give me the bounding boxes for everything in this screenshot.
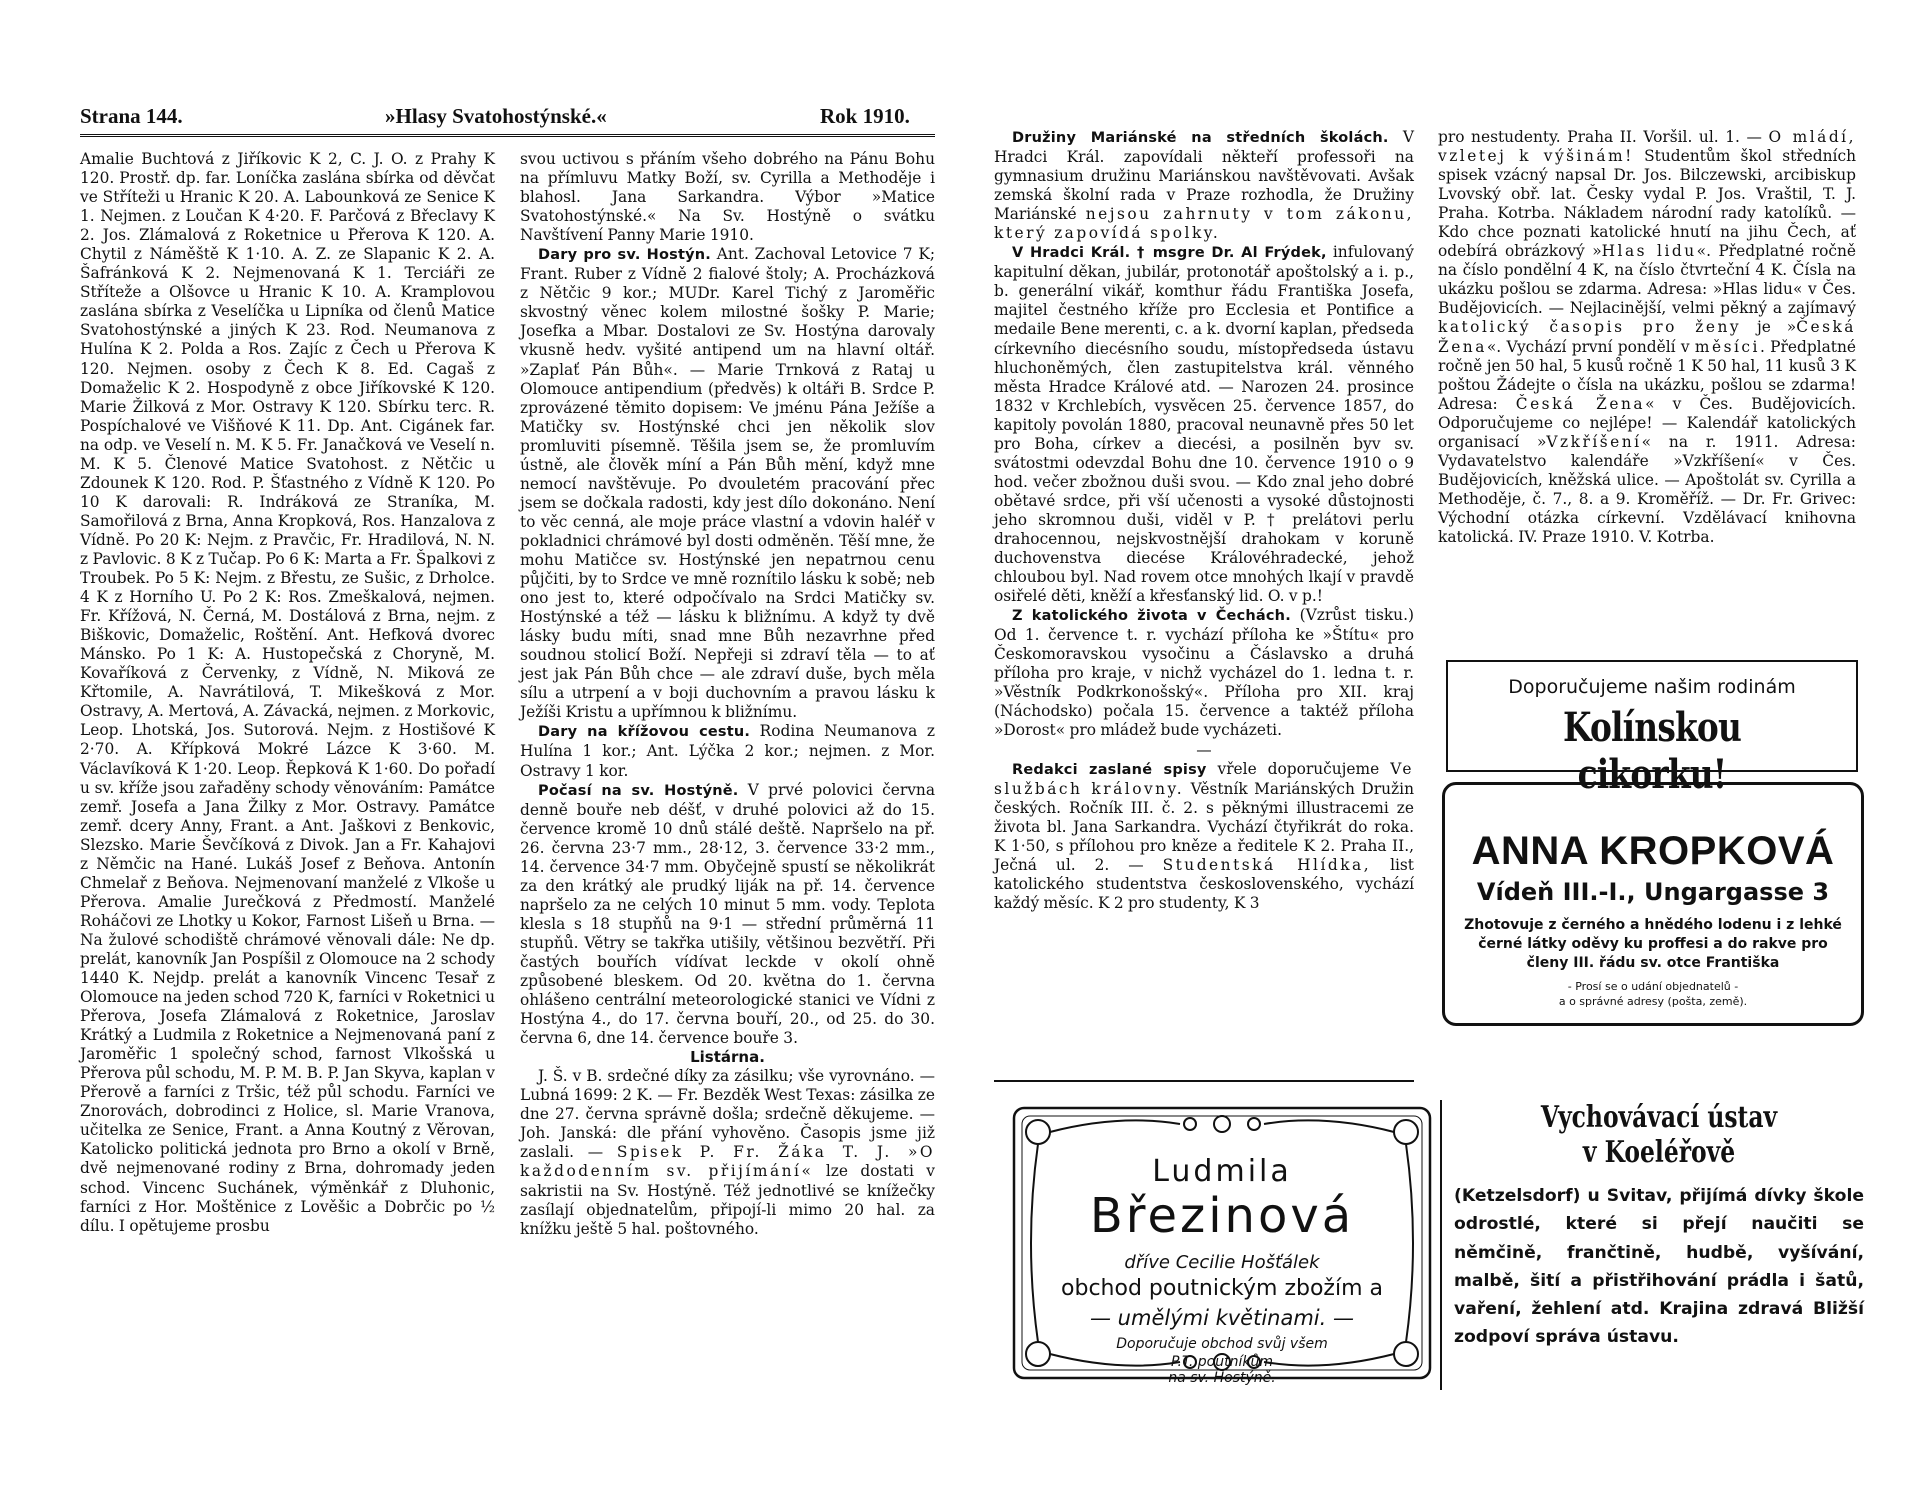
text-part: « v Čes. Budějovicích. Odporučujeme co nejlépe! — Kalendář katolických organisací » — [1438, 394, 1856, 451]
section-heading: V Hradci Král. † msgre Dr. Al Frýdek, — [1012, 245, 1327, 262]
section-heading: Dary pro sv. Hostýn. — [538, 247, 712, 264]
section-text: list katolického studentstva československého, vychází každý měsíc. K 2 pro studenty, K 3 — [994, 855, 1414, 912]
ad-kropkova-description: Zhotovuje z černého a hnědého lodenu i z lehké černé látky oděvy ku proffesi a do rakve pro členy III. řádu sv. otce Františka — [1464, 917, 1842, 971]
ad-brezinova-trade: obchod poutnickým zbožím a — [1061, 1276, 1383, 1301]
section-text: V prvé polovici června denně bouře neb déšť, v druhé polovici až do 15. července kromě 10 dnů stálé deště. Napršelo na př. 26. června 23·7 mm., 28·12, 3. července 33·2 mm., 14. července 34·7 mm. Obyčejně spustí se několikrát za den krátký ale prudký liják na př. 14. července napršelo za ne celých 10 minut 5 mm. vody. Teplota klesla s 18 stupňů na 9·1 — střední průměrná 11 stupňů. Větry se takřka utišily, většinou bezvětří. Při častých bouřích vídívat leckde v okolí ohně způsobené bleskem. Od 20. května do 1. června ohlášeno centrální meteorologické stanici ve Vídni z Hostýna 4., do 17. června bouří, 20., od 25. do 30. června 6, dne 14. července bouře 3. — [520, 780, 936, 1048]
section-text: vřele doporučujeme — [1206, 759, 1391, 778]
section-heading: Z katolického života v Čechách. — [1012, 608, 1291, 625]
listarna-spaced: Spisek P. Fr. Žáka T. J. »O každodenním sv. přijímání« — [520, 1143, 935, 1181]
text-part: «. Vychází první pondělí v — [1486, 337, 1695, 356]
column-4 — [1438, 128, 1856, 547]
section-rule — [994, 1080, 1414, 1082]
ad-kropkova-note — [1445, 979, 1861, 1009]
section-text: Věstník Mariánských Družin českých. Ročník III. č. 2. s pěknými illustracemi ze života bl. Jana Sarkandra. Vychází čtyřikrát do roka. K 1·50, s přílohou pro kněze a ředitele K 2. Praha II., Ječná ul. 2. — — [994, 779, 1414, 874]
section-pocasi — [520, 781, 935, 1049]
section-frydek — [994, 243, 1414, 606]
text-spaced: Česká Žena — [1438, 318, 1856, 356]
section-heading: Družiny Mariánské na středních školách. — [1012, 130, 1389, 146]
ad-brezinova-trade: — umělými květinami. — — [1090, 1306, 1354, 1330]
text-spaced: měsíci — [1694, 337, 1760, 356]
text-part: . Předplatné ročně jen 50 hal, 5 kusů ročně 1 K 50 hal, 11 kusů 3 K poštou Žádejte o čísla na ukázku, pošlou se zdarma! Adresa: — [1438, 337, 1856, 413]
column-divider — [1440, 1100, 1442, 1390]
column-2-opening: svou uctivou s přáním všeho dobrého na Pánu Bohu na přímluvu Matky Boží, sv. Cyrilla a Methoděje i blahosl. Jana Sarkandra. Výbor »Matice Svatohostýnské.« Na Sv. Hostýně o svátku Navštívení Panny Marie 1910. — [520, 150, 935, 245]
page-number: Strana 144. — [80, 104, 183, 128]
ad-cikorka-line2: Kolínskou cikorku! — [1563, 704, 1741, 798]
year-label: Rok 1910. — [820, 104, 910, 128]
listarna-heading: Listárna. — [690, 1048, 765, 1067]
text-part: «. Předplatné ročně na číslo pondělní 4 K, na číslo čtvrteční 4 K. Čísla na ukázku pošlou se zdarma. Adresa: »Hlas lidu« v Čes. Budějovicích. — Nejlacinější, velmi pěkný a zajímavý — [1438, 242, 1857, 318]
listarna-text — [520, 1067, 935, 1238]
column-3 — [994, 128, 1414, 913]
header-rule — [80, 134, 935, 140]
ad-ustav — [1454, 1100, 1864, 1352]
ad-ustav-title: Vychovávací ústav — [1540, 1100, 1778, 1135]
section-heading: Počasí na sv. Hostýně. — [538, 782, 739, 799]
section-katol-zivot — [994, 606, 1414, 740]
section-spaced: Studentská Hlídka, — [1162, 855, 1372, 874]
section-heading: Redakci zaslané spisy — [1012, 761, 1207, 778]
ad-kropkova-note-line: - Prosí se o udání objednatelů - — [1567, 980, 1739, 993]
text-spaced: katolický časopis pro ženy — [1438, 318, 1742, 337]
ad-brezinova-surname: Březinová — [1089, 1188, 1355, 1244]
right-page — [954, 0, 1908, 1501]
section-text: Ant. Zachoval Letovice 7 K; Frant. Ruber z Vídně 2 fialové štoly; A. Procházková z Nětčic 9 kor.; MUDr. Karel Tichý z Jaroměřic skvostný věnec kolem milostné šošky P. Marie; Josefka a Mbar. Dostalovi ze Sv. Hostýna darovaly vkusně hedv. vyšité antipend um na hlavní oltář. »Zaplať Pán Bůh«. — Marie Trnková z Rataj u Olomouce antipendium (předvěs) k oltáři B. Srdce P. zprovázené těmito dopisem: Ve jménu Pána Ježíše a Matičky sv. Hostýnské chci jen několik slov promluviti písemně. Těšila jsem se, že promluvím ústně, ale člověk míní a Pán Bůh mění, když mne nemocí navštěvuje. Po dvouletém pracování přec jsem se dočkala radosti, kdy jest dílo dokonáno. Není to věc cenná, ale moje práce vlastní a vdovin haléř v pokladnici chrámové byl dosti odměněn. Těší mne, že mohu Matičce sv. Hostýnské jen nepatrnou cenu půjčiti, by to Srdce ve mně roznítilo lásku k sobě; neb ono jest to, které odpočívalo na Srdci Matičky sv. Hostýnské a též — lásku k bližnímu. A když ty dvě lásky budu míti, snad mne Bůh nezavrhne před soudnou stolicí Boží. Nepřeji si zdraví těla — to ať jest jak Pán Bůh chce — ale zdraví duše, bych měla sílu a utrpení a v boji duchovním a pravou lásku k Ježíši Kristu a upřímnou k bližnímu. — [520, 245, 936, 722]
text-spaced: O mládí, vzletej k výšinám! — [1438, 128, 1856, 166]
text-spaced: Hlas lidu — [1601, 242, 1697, 261]
ad-cikorka-line1: Doporučujeme našim rodinám — [1508, 676, 1796, 698]
text-part: je » — [1741, 318, 1797, 337]
ad-brezinova-first: Ludmila — [1152, 1154, 1292, 1189]
journal-title: »Hlasy Svatohostýnské.« — [385, 104, 607, 128]
ad-ustav-title: v Koeléřově — [1582, 1135, 1736, 1170]
column-2 — [520, 150, 935, 1239]
ad-brezinova-rec: na sv. Hostýně. — [1168, 1370, 1276, 1386]
section-krizova-cesta — [520, 722, 935, 780]
ad-kropkova — [1442, 782, 1864, 1026]
section-redakci — [994, 760, 1414, 913]
section-heading: Dary na křížovou cestu. — [538, 724, 751, 741]
section-spaced: nejsou zahrnuty v tom zákonu, který zapovídá spolky. — [994, 205, 1414, 243]
listarna-part: lze dostati v sakristii na Sv. Hostýně. Též jednotlivé se knížečky zasílají objednatelům, připojí-li mimo 20 hal. za knížku ještě 5 hal. poštovného. — [520, 1162, 935, 1238]
section-text: infulovaný kapitulní děkan, jubilár, protonotář apoštolský a i. p., b. generální vikář, komthur řádu Františka Josefa, majitel čestného kříže pro Ecclesia et Pontifice a medaile Bene merenti, c. a k. dvorní kaplan, předseda církevního diecésního soudu, místopředseda ústavu hluchoněmých, člen zastupitelstva král. věnného města Hradce Králové atd. — Narozen 24. prosince 1832 v Krchlebích, vysvěcen 25. července 1857, do kapitoly povolán 1880, pracoval neunavně přes 50 let pro Boha, církev a diecési, a posilněn byv sv. svátostmi odevzdal Bohu dne 10. července 1910 o 9 hod. večer zbožnou duši svou. — Kdo znal jeho dobré obětavé srdce, při vší učenosti a vysoké důstojnosti jeho skromnou duši, viděl v P. † prelátovi perlu drahocennou, nejskvostnější drahokam v koruně duchovenstva diecése Královéhradecké, jehož chloubou byl. Nad rovem otce mnohých lkají v pravdě osiřelé děti, kněží a křesťanský lid. O. v p.! — [994, 243, 1414, 606]
ad-kropkova-name: ANNA KROPKOVÁ — [1471, 829, 1835, 873]
ad-kropkova-address: Vídeň III.-I., Ungargasse 3 — [1476, 878, 1830, 906]
ad-ustav-body: (Ketzelsdorf) u Svitav, přijímá dívky škole odrostlé, které si přejí naučiti se němčině, frančtině, hudbě, vyšívání, malbě, šití a přistřihování prádla i šatů, vaření, žehlení atd. Krajina zdravá Bližší zodpoví správa ústavu. — [1454, 1186, 1864, 1348]
ad-brezinova-rec: Doporučuje obchod svůj všem — [1116, 1336, 1328, 1352]
column-4-text — [1438, 128, 1856, 547]
text-spaced: Česká Žena — [1515, 394, 1646, 413]
donor-list: Amalie Buchtová z Jiříkovic K 2, C. J. O. z Prahy K 120. Prostř. dp. far. Loníčka zaslána sbírka od děvčat ve Stříteži u Hranic K 20. A. Labounková ze Senice K 1. Nejmen. z Loučan K 4·20. F. Parčová z Břeclavy K 2. Jos. Zlámalová z Roketnice u Přerova K 120. A. Chytil z Náměště K 1·10. A. Z. ze Slapanic K 2. A. Šafránková K 2. Nejmenovaná K 1. Terciáři ze Stříteže a Olšovce u Hranic K 10. A. Kramplovou zaslána sbírka z Veselíčka u Lipníka od členů Matice Svatohostýnské a jiných K 23. Rod. Neumanova z Hulína K 2. Polda a Ros. Zajíc z Čech u Přerova K 120. Nejmen. osoby z Čech K 8. Ed. Cagaš z Domaželic K 2. Hospodyně z obce Jiříkovské K 120. Marie Žilková z Mor. Ostravy K 120. Sbírku terc. R. Pospíchalové ve Višňové K 11. Dp. Ant. Cigánek far. na odp. ve Veselí n. M. K 5. Fr. Janačková ve Veselí n. M. K 5. Členové Matice Svatohost. z Nětčic u Zdounek K 120. Rod. P. Šťastného z Vídně K 120. Po 10 K darovali: R. Indráková ze Straníka, M. Samořilová z Brna, Anna Kropková, Ros. Hanzalova z Vídně. Po 20 K: Nejm. z Pravčic, Fr. Hradilová, N. N. z Pavlovic. 8 K z Tučap. Po 6 K: Marta a Fr. Špalkovi z Troubek. Po 5 K: Nejm. z Břestu, ze Sušic, z Drholce. 4 K z Horního U. Po 2 K: Ros. Zmeškalová, nejmen. Fr. Křížová, N. Černá, M. Dostálová z Brna, nejm. z Biškovic, Domaželic, Roštění. Ant. Hefková dvorec Mánsko. Po 1 K: A. Hustopečská z Choryně, M. Kovaříková z Červenky, z Vídně, N. Miková ze Křtomile, A. Navrátilová, T. Mikešková z Mor. Ostravy, A. Mertová, A. Závacká, nejmen. z Morkovic, Leop. Lhotská, Jos. Sutorová. Nejm. z Hostišové K 2·70. A. Křípková Mokré Lázce K 3·60. M. Václavíková K 1·20. Leop. Řepková K 1·60. Do pořadí u sv. kříže jsou zařaděny schody věnováním: Památce zemř. Josefa a Jana Žilky z Mor. Ostravy. Památce zemř. dcery Anny, Frant. a Ant. Jaškovi z Benkovic, Slezsko. Marie Ševčíková z Divok. Jan a Fr. Kahajovi z Němčic na Hané. Lukáš Josef z Beňova. Antonín Chmelař z Beňova. Nejmenovaní manželé z Vlkoše u Přerova. Amalie Jurečková z Předmostí. Manželé Roháčovi ze Lhotky u Kokor, Farnost Lišeň u Brna. — Na žulové schodiště chrámové věnovali dále: Ne dp. prelát, kanovník Jan Pospíšil z Olomouce na 2 schody 1440 K. Nejdp. prelát a kanovník Vincenc Tesař z Olomouce na jeden schod 720 K, farníci v Roketnici u Přerova, Josefa Zlámalová z Roketnice, Jaroslav Krátký a Ludmila z Roketnice a Nejmenovaná paní z Jaroměřic 1 společný schod, farnost Vlkošská u Přerova půl schodu, M. P. M. B. P. Jan Skyva, kaplan v Přerově a farníci z Tršic, též půl schodu. Farníci ve Znorovách, dobrodinci z Holice, sl. Marie Vranova, učitelka ze Senice, Frant. a Anna Koutný z Věrovan, Katolicko politická jednota pro Brno a okolí v Brně, dvě nejmenované rodiny z Brna, dohromady jeden schod. Vincenc Suchánek, výměnkář z Dluhonic, farníci z Hor. Moštěnice z Lověšic a Dobrčic po ½ dílu. I opětujeme prosbu — [80, 150, 495, 1235]
ad-kropkova-note-line: a o správné adresy (pošta, země). — [1558, 995, 1748, 1008]
listarna-part: J. Š. v B. srdečné díky za zásilku; vše vyrovnáno. — Lubná 1699: 2 K. — Fr. Bezděk West Texas: zásilka ze dne 27. června správně došla; srdečně děkujeme. — Joh. Janská: dle přání vyhověno. Časopis jsme již zaslali. — — [520, 1067, 935, 1162]
ad-cikorka — [1446, 660, 1858, 798]
section-druziny — [994, 128, 1414, 243]
ad-brezinova — [1010, 1104, 1434, 1386]
section-text: V Hradci Král. zapovídali někteří professoři na gymnasium družinu Mariánskou navštěvovati. Avšak zemská školní rada v Praze rozhodla, že Družiny Mariánské — [994, 128, 1414, 224]
section-spaced: Ve službách královny. — [994, 759, 1414, 798]
section-text: Rodina Neumanova z Hulína 1 kor.; Ant. Lýčka 2 kor.; nejmen. z Mor. Ostravy 1 kor. — [520, 722, 935, 780]
section-dary-hostyn — [520, 245, 935, 722]
ad-brezinova-former: dříve Cecilie Hošťálek — [1124, 1252, 1320, 1273]
section-text: (Vzrůst tisku.) Od 1. července t. r. vychází příloha ke »Štítu« pro Českomoravskou vysočinu a Čáslavsko a druhá příloha pro kraje, v nichž vycházel do 1. ledna t. r. »Věstník Podkrkonošský«. Příloha pro XII. kraj (Náchodsko) počala 15. července a taktéž příloha »Dorost« pro mládež bude vycházeti. — [994, 606, 1414, 740]
text-part: « na r. 1911. Adresa: Vydavatelstvo kalendáře »Vzkříšení« v Čes. Budějovicích, kněžská ulice. — Apoštolát sv. Cyrilla a Methoděje, č. 7., 8. a 9. Kroměříž. — Dr. Fr. Grivec: Východní otázka církevní. Vzdělávací knihovna katolická. IV. Praze 1910. V. Kotrba. — [1438, 432, 1856, 546]
column-1 — [80, 150, 495, 1236]
text-spaced: Vzkříšení — [1546, 432, 1642, 451]
text-part: pro nestudenty. Praha II. Voršil. ul. 1. — — [1438, 128, 1769, 146]
ad-brezinova-rec: P.T. poutníkům — [1171, 1354, 1273, 1370]
section-divider: — — [1196, 740, 1212, 759]
text-part: Studentům škol středních spisek vzácný napsal Dr. Jos. Bilczewski, arcibiskup Lvovský obř. lat. Česky vydal P. Jos. Vraštil, T. J. Praha. Kotrba. Nákladem národní rady katolíků. — Kdo chce poznati katolické hnutí na jihu Čech, ať odebírá obrázkový » — [1438, 147, 1856, 261]
